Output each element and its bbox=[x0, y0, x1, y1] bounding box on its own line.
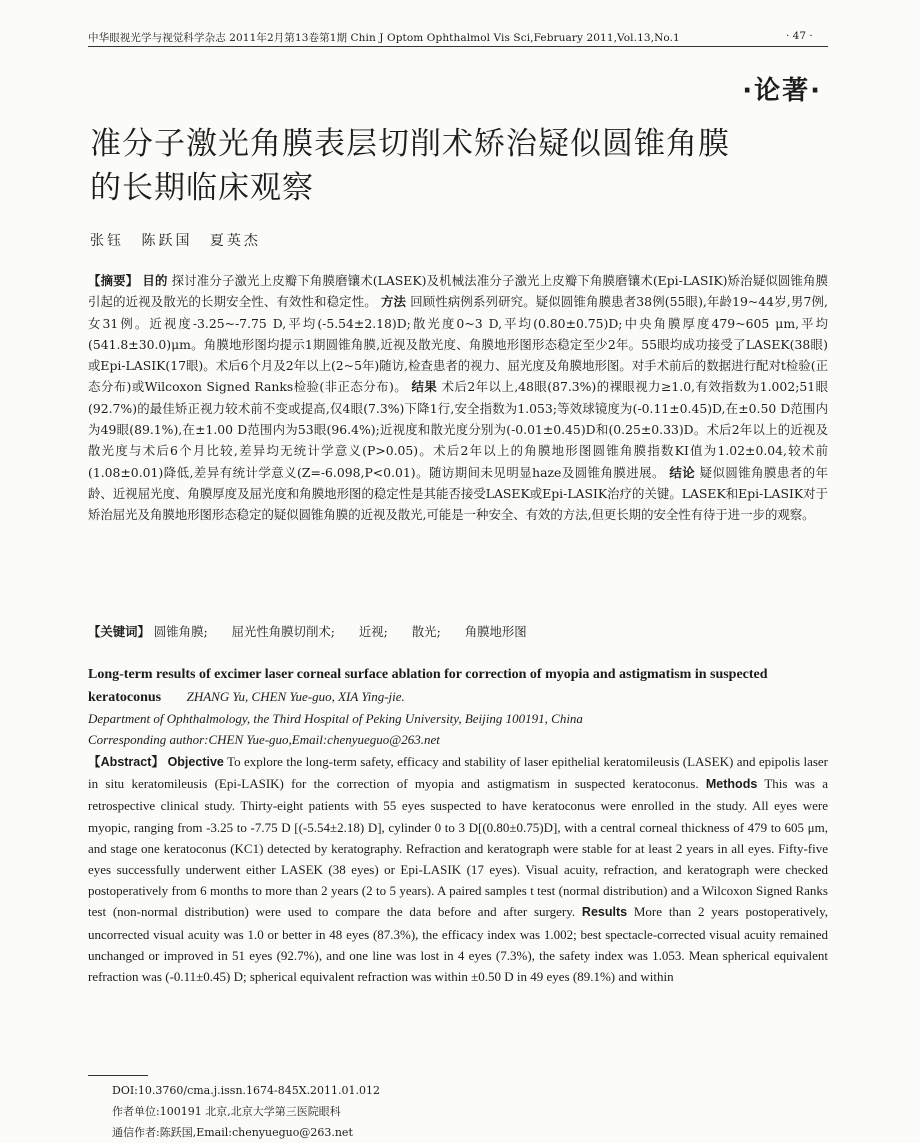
abstract-label-cn: 【摘要】 bbox=[88, 273, 139, 288]
authors-en: ZHANG Yu, CHEN Yue-guo, XIA Ying-jie. bbox=[186, 689, 405, 704]
results-label-en: Results bbox=[581, 905, 628, 920]
objective-text-cn: 探讨准分子激光上皮瓣下角膜磨镶术(LASEK)及机械法准分子激光上皮瓣下角膜磨镶术(Epi-LASIK)矫治疑似圆锥角膜引起的近视及散光的长期安全性、有效性和稳定性。 bbox=[88, 273, 828, 310]
objective-label-cn: 目的 bbox=[142, 273, 168, 288]
affiliation-en-text: Department of Ophthalmology, the Third Hospital of Peking University, Beijing 100191, China bbox=[88, 711, 583, 726]
affiliation-en bbox=[88, 708, 828, 750]
methods-text-cn: 回顾性病例系列研究。疑似圆锥角膜患者38例(55眼),年龄19~44岁,男7例,女31例。近视度-3.25~-7.75 D,平均(-5.54±2.18)D;散光度0~3 D,平均(0.80±0.75)D;中央角膜厚度479~605 μm,平均(541.8±30.0)μm。角膜地形图均提示1期圆锥角膜,近视及散光度、角膜地形图形态稳定至少2年。55眼均成功接受了LASEK(38眼)或Epi-LASIK(17眼)。术后6个月及2年以上(2~5年)随访,检查患者的视力、屈光度及角膜地形图。对手术前后的数据进行配对t检验(正态分布)或Wilcoxon Signed Ranks检验(非正态分布)。 bbox=[88, 294, 828, 395]
methods-label-cn: 方法 bbox=[380, 294, 407, 310]
section-tag: ·论著· bbox=[742, 76, 822, 106]
keyword-item: 屈光性角膜切削术; bbox=[231, 624, 335, 639]
conclusion-text-cn: 疑似圆锥角膜患者的年龄、近视屈光度、角膜厚度及屈光度和角膜地形图的稳定性是其能否接受LASEK或Epi-LASIK治疗的关键。LASEK和Epi-LASIK对于矫治屈光及角膜地形图形态稳定的疑似圆锥角膜的近视及散光,可能是一种安全、有效的方法,但更长期的安全性有待于进一步的观察。 bbox=[88, 464, 828, 523]
results-text-cn: 术后2年以上,48眼(87.3%)的裸眼视力≥1.0,有效指数为1.002;51眼(92.7%)的最佳矫正视力较术前不变或提高,仅4眼(7.3%)下降1行,安全指数为1.053;等效球镜度为(-0.11±0.45)D,在±0.50 D范围内为49眼(89.1%),在±1.00 D范围内为53眼(96.4%);近视度和散光度分别为(-0.01±0.45)D和(0.25±0.33)D。术后2年以上的近视及散光度与术后6个月比较,差异均无统计学意义(P>0.05)。术后2年以上的角膜地形图圆锥角膜指数KI值为1.02±0.04,较术前(1.08±0.01)降低,差异有统计学意义(Z=-6.098,P<0.01)。随访期间未见明显haze及圆锥角膜进展。 bbox=[88, 379, 828, 480]
footnotes bbox=[112, 1080, 380, 1143]
results-label-cn: 结果 bbox=[411, 379, 438, 395]
footnote-affiliation: 作者单位:100191 北京,北京大学第三医院眼科 bbox=[112, 1105, 341, 1118]
objective-text-en: To explore the long-term safety, efficacy and stability of laser epithelial keratomileusis (LASEK) and epipolis laser in situ keratomileusis (Epi-LASIK) for the correction of myopia and astigmatism in suspected keratoconus. bbox=[88, 754, 828, 792]
footnote-rule bbox=[88, 1075, 148, 1076]
page-number: · 47 · bbox=[786, 30, 813, 42]
keywords-label-cn: 【关键词】 bbox=[88, 624, 150, 639]
abstract-label-en: 【Abstract】 bbox=[88, 755, 165, 769]
article-title-cn: 准分子激光角膜表层切削术矫治疑似圆锥角膜的长期临床观察 bbox=[90, 126, 730, 206]
methods-label-en: Methods bbox=[705, 777, 758, 792]
keyword-item: 角膜地形图 bbox=[464, 624, 527, 639]
conclusion-label-cn: 结论 bbox=[669, 464, 696, 480]
authors-cn: 张钰 陈跃国 夏英杰 bbox=[90, 233, 261, 249]
corresponding-en: Corresponding author:CHEN Yue-guo,Email:chenyueguo@263.net bbox=[88, 732, 440, 747]
abstract-en bbox=[88, 751, 828, 987]
methods-text-en: This was a retrospective clinical study. Thirty-eight patients with 55 eyes suspected to have keratoconus were enrolled in the study. All eyes were myopic, ranging from -3.25 to -7.75 D [(-5.54±2.18) D], cylinder 0 to 3 D[(0.80±0.75)D], with a central corneal thickness of 479 to 605 μm, and stage one keratoconus (KC1) detected by keratography. Refraction and keratograph were stable for at least 2 years in all eyes. Fifty-five eyes successfully underwent either LASEK (38 eyes) or Epi-LASIK (17 eyes). Visual acuity, refraction, and keratograph were checked postoperatively from 6 months to more than 2 years (2 to 5 years). A paired samples t test (normal distribution) and a Wilcoxon Signed Ranks test (non-normal distribution) were used to compare the data before and after surgery. bbox=[88, 776, 829, 920]
keyword-item: 近视; bbox=[358, 624, 388, 639]
keywords-cn bbox=[88, 622, 828, 640]
objective-label-en: Objective bbox=[167, 755, 224, 769]
keyword-item: 圆锥角膜; bbox=[153, 624, 208, 639]
abstract-cn bbox=[88, 270, 828, 526]
keyword-item: 散光; bbox=[411, 624, 441, 639]
article-title-en bbox=[88, 664, 828, 709]
results-text-en: More than 2 years postoperatively, uncorrected visual acuity was 1.0 or better in 48 eyes (87.3%), the efficacy index was 1.002; best spectacle-corrected visual acuity remained unchanged or improved in 51 eyes (92.7%), and one line was lost in 4 eyes (7.3%), the safety index was 1.053. Mean spherical equivalent refraction was (-0.11±0.45) D; spherical equivalent refraction was within ±0.50 D in 49 eyes (89.1%) and within bbox=[88, 904, 829, 985]
footnote-corresponding: 通信作者:陈跃国,Email:chenyueguo@263.net bbox=[112, 1126, 353, 1139]
footnote-doi: DOI:10.3760/cma.j.issn.1674-845X.2011.01.012 bbox=[112, 1084, 381, 1097]
running-head: 中华眼视光学与视觉科学杂志 2011年2月第13卷第1期 Chin J Optom Ophthalmol Vis Sci,February 2011,Vol.13,No.1 bbox=[88, 32, 680, 44]
title-en-text: Long-term results of excimer laser corneal surface ablation for correction of myopia and astigmatism in suspected keratoconus bbox=[88, 667, 768, 705]
header-rule bbox=[88, 46, 828, 47]
